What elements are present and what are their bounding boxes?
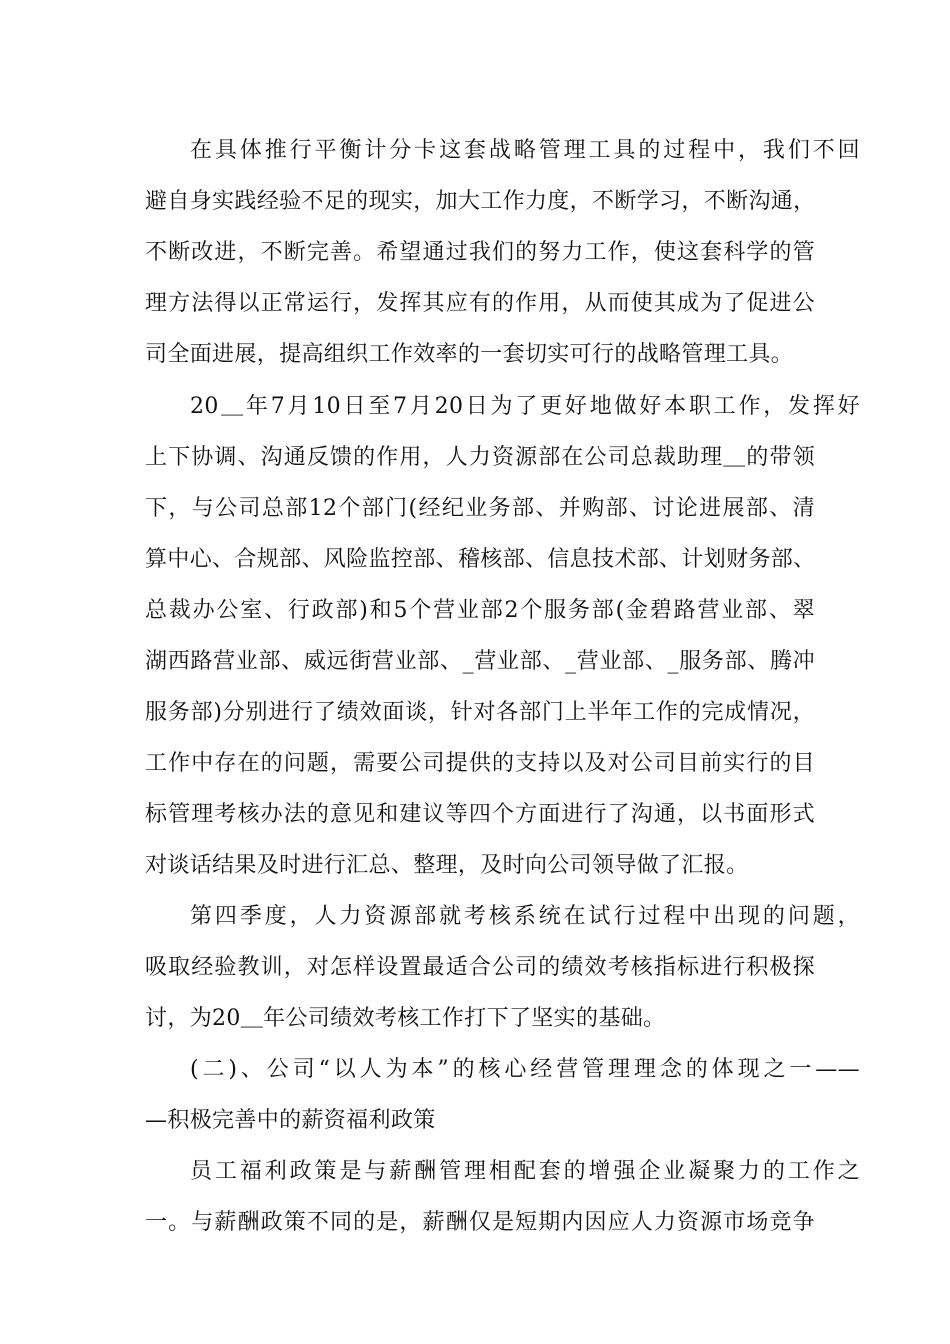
paragraph-3-line-2: 吸取经验教训，对怎样设置最适合公司的绩效考核指标进行积极探 [145,955,815,980]
paragraph-4-line-2: 一。与薪酬政策不同的是，薪酬仅是短期内因应人力资源市场竞争 [145,1210,815,1235]
paragraph-1-line-3: 不断改进，不断完善。希望通过我们的努力工作，使这套科学的管 [145,240,815,265]
paragraph-2-line-2: 上下协调、沟通反馈的作用，人力资源部在公司总裁助理＿的带领 [145,445,815,470]
paragraph-2-line-6: 湖西路营业部、威远街营业部、_营业部、_营业部、_服务部、腾冲 [145,649,815,674]
paragraph-2-line-9: 标管理考核办法的意见和建议等四个方面进行了沟通，以书面形式 [145,802,815,827]
paragraph-2-line-8: 工作中存在的问题，需要公司提供的支持以及对公司目前实行的目 [145,751,815,776]
section-heading-line-1: (二)、公司“以人为本”的核心经营管理理念的体现之一—— [190,1057,860,1082]
section-heading-line-2: —积极完善中的薪资福利政策 [145,1108,436,1133]
paragraph-2-line-4: 算中心、合规部、风险监控部、稽核部、信息技术部、计划财务部、 [145,547,816,572]
paragraph-3-line-1: 第四季度，人力资源部就考核系统在试行过程中出现的问题， [190,904,860,929]
paragraph-2-line-1: 20＿年7月10日至7月20日为了更好地做好本职工作，发挥好 [190,394,860,419]
paragraph-1-line-4: 理方法得以正常运行，发挥其应有的作用，从而使其成为了促进公 [145,291,815,316]
paragraph-2-line-5: 总裁办公室、行政部)和5个营业部2个服务部(金碧路营业部、翠 [145,598,815,623]
paragraph-1-line-1: 在具体推行平衡计分卡这套战略管理工具的过程中，我们不回 [190,138,860,163]
paragraph-1-line-5: 司全面进展，提高组织工作效率的一套切实可行的战略管理工具。 [145,342,794,367]
paragraph-2-line-7: 服务部)分别进行了绩效面谈，针对各部门上半年工作的完成情况， [145,700,815,725]
paragraph-2-line-3: 下，与公司总部12个部门(经纪业务部、并购部、讨论进展部、清 [145,496,815,521]
paragraph-2-line-10: 对谈话结果及时进行汇总、整理，及时向公司领导做了汇报。 [145,853,749,878]
paragraph-3-line-3: 讨，为20＿年公司绩效考核工作打下了坚实的基础。 [145,1006,666,1031]
paragraph-4-line-1: 员工福利政策是与薪酬管理相配套的增强企业凝聚力的工作之 [190,1159,860,1184]
paragraph-1-line-2: 避自身实践经验不足的现实，加大工作力度，不断学习，不断沟通， [145,189,816,214]
